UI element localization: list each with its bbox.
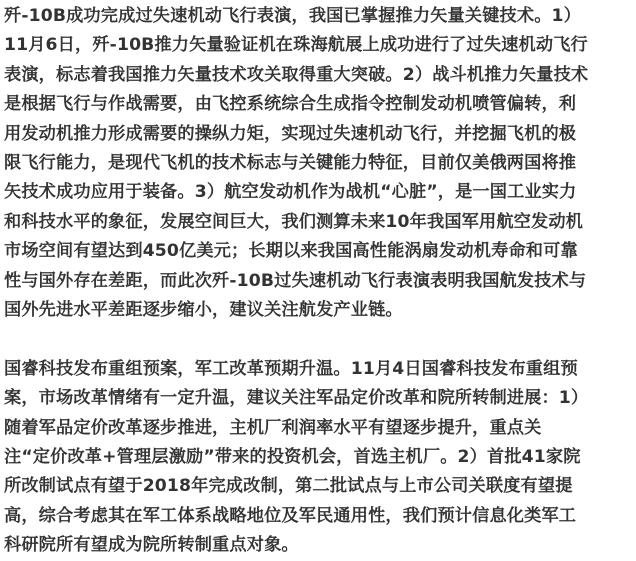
document-body [4,2,634,561]
paragraph-engine-thrust-vector: 歼-10B成功完成过失速机动飞行表演，我国已掌握推力矢量关键技术。1） 11月6日，歼-10B推力矢量验证机在珠海航展上成功进行了过失速机动飞行 表演，标志着我国推力矢量技术攻关取得重大突破。2）战斗机推力矢量技术 是根据飞行与作战需要，由飞控系统综合生成指令控制发动机喷管偏转，利 用发动机推力形成需要的操纵力矩，实现过失速机动飞行，并挖掘飞机的极 限飞行能力，是现代飞机的技术标志与关键能力特征，目前仅美俄两国将推 矢技术成功应用于装备。3）航空发动机作为战机“心脏”，是一国工业实力 和科技水平的象征，发展空间巨大，我们测算未来10年我国军用航空发动机 市场空间有望达到450亿美元；长期以来我国高性能涡扇发动机寿命和可靠 性与国外存在差距，而此次歼-10B过失速机动飞行表演表明我国航发技术与 国外先进水平差距逐步缩小，建议关注航发产业链。 [4,6,589,321]
paragraph-military-reform: 国睿科技发布重组预案，军工改革预期升温。11月4日国睿科技发布重组预 案，市场改革情绪有一定升温，建议关注军品定价改革和院所转制进展：1） 随着军品定价改革逐步推进，主机厂利润率水平有望逐步提升，重点关 注“定价改革+管理层激励”带来的投资机会，首选主机厂。2）首批41家院 所改制试点有望于2018年完成改制，第二批试点与上市公司关联度有望提 高，综合考虑其在军工体系战略地位及军民通用性，我们预计信息化类军工 科研院所有望成为院所转制重点对象。 [4,358,589,556]
